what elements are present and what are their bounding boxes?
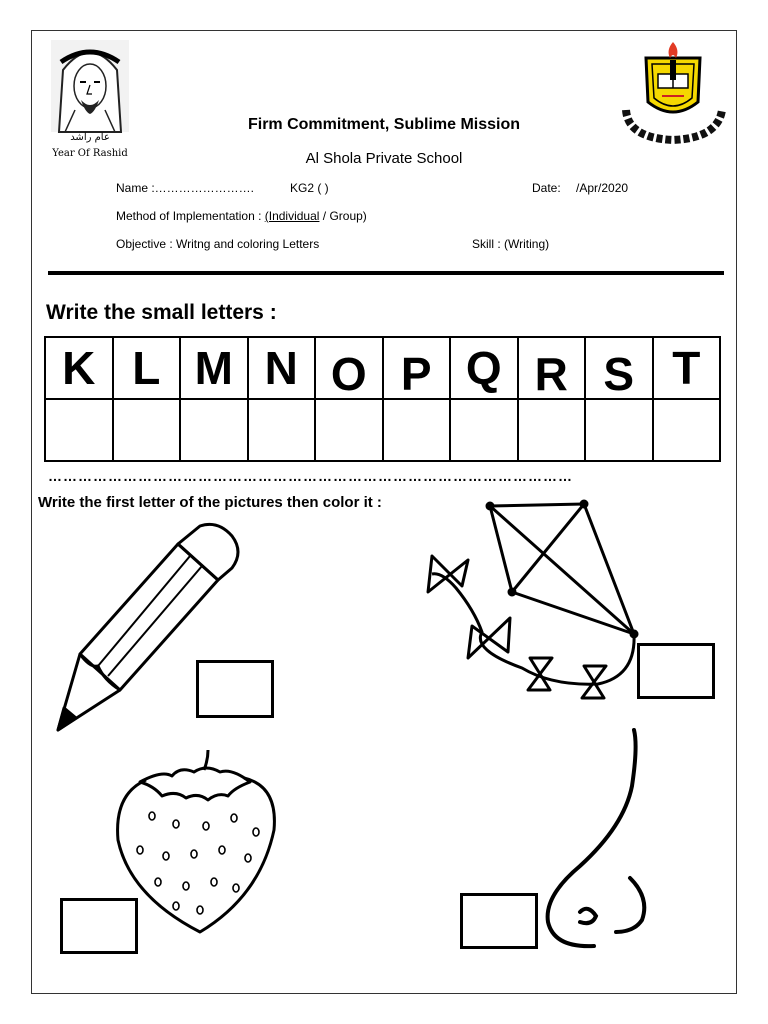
letter-cell bbox=[45, 337, 113, 399]
dotted-divider: …………………………………………………………………………………………… bbox=[48, 468, 573, 484]
small-letter-answer-cell[interactable] bbox=[518, 399, 586, 461]
logo-caption-arabic: عام راشد bbox=[70, 132, 110, 143]
date-label: Date: bbox=[532, 181, 561, 195]
method-individual: (Individual bbox=[264, 209, 320, 223]
small-letter-answer-cell[interactable] bbox=[653, 399, 721, 461]
letter-cell bbox=[383, 337, 451, 399]
small-letter-answer-cell[interactable] bbox=[450, 399, 518, 461]
pencil-answer-box[interactable] bbox=[196, 660, 274, 718]
letter-cell bbox=[180, 337, 248, 399]
capital-letters-row bbox=[45, 337, 720, 399]
capital-letter: O bbox=[330, 348, 367, 400]
letter-cell bbox=[518, 337, 586, 399]
kite-icon bbox=[412, 500, 648, 710]
capital-letter: T bbox=[672, 342, 701, 394]
class-field: KG2 ( ) bbox=[290, 181, 329, 195]
nose-answer-box[interactable] bbox=[460, 893, 538, 949]
logo-caption-english: Year Of Rashid bbox=[52, 148, 128, 159]
capital-letter: P bbox=[400, 348, 432, 400]
letter-cell bbox=[248, 337, 316, 399]
capital-letter: Q bbox=[465, 342, 502, 394]
capital-letter: R bbox=[534, 348, 568, 400]
year-of-rashid-logo bbox=[51, 40, 129, 162]
capital-letter: L bbox=[132, 342, 161, 394]
capital-letter: N bbox=[264, 342, 298, 394]
letter-cell bbox=[585, 337, 653, 399]
letter-cell bbox=[315, 337, 383, 399]
date-value: /Apr/2020 bbox=[576, 181, 629, 195]
method-line bbox=[116, 209, 367, 223]
section-small-letters-heading: Write the small letters : bbox=[46, 301, 277, 324]
small-letter-answer-cell[interactable] bbox=[585, 399, 653, 461]
letter-cell bbox=[113, 337, 181, 399]
capital-letter: K bbox=[62, 342, 96, 394]
nose-icon bbox=[540, 726, 660, 956]
section-first-letter-heading: Write the first letter of the pictures then color it : bbox=[38, 494, 382, 511]
name-field: Name :……………………. bbox=[116, 181, 255, 195]
method-prefix: Method of Implementation : bbox=[116, 209, 265, 223]
letter-cell bbox=[653, 337, 721, 399]
capital-letter: M bbox=[194, 342, 233, 394]
small-letter-answer-cell[interactable] bbox=[45, 399, 113, 461]
letter-cell bbox=[450, 337, 518, 399]
school-name: Al Shola Private School bbox=[305, 150, 463, 167]
strawberry-answer-box[interactable] bbox=[60, 898, 138, 954]
skill-line: Skill : (Writing) bbox=[472, 237, 550, 251]
method-suffix: / Group) bbox=[319, 209, 367, 223]
letters-table bbox=[44, 336, 721, 462]
page-title: Firm Commitment, Sublime Mission bbox=[247, 116, 521, 133]
header-divider bbox=[48, 271, 724, 275]
objective-line: Objective : Writng and coloring Letters bbox=[116, 237, 320, 251]
kite-answer-box[interactable] bbox=[637, 643, 715, 699]
small-letter-answer-cell[interactable] bbox=[113, 399, 181, 461]
small-letter-answer-cell[interactable] bbox=[180, 399, 248, 461]
answer-row bbox=[45, 399, 720, 461]
capital-letter: S bbox=[603, 348, 635, 400]
small-letter-answer-cell[interactable] bbox=[383, 399, 451, 461]
small-letter-answer-cell[interactable] bbox=[248, 399, 316, 461]
small-letter-answer-cell[interactable] bbox=[315, 399, 383, 461]
